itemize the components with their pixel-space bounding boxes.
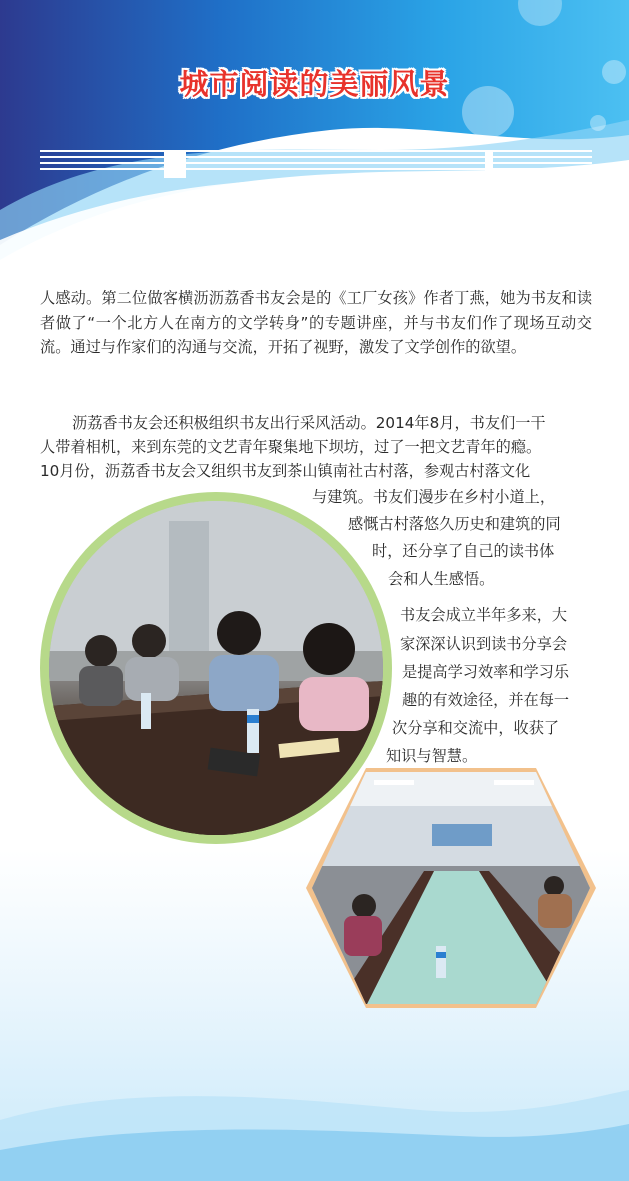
article-line: 感慨古村落悠久历史和建筑的同: [348, 515, 561, 533]
header-wave-banner: [0, 0, 629, 270]
article-line: 人带着相机，来到东莞的文艺青年聚集地下坝坊，过了一把文艺青年的瘾。: [40, 438, 542, 456]
article-line: 趣的有效途径，并在每一: [402, 691, 570, 709]
article-line: 知识与智慧。: [386, 747, 478, 765]
article-line: 会和人生感悟。: [388, 570, 495, 588]
article-line: 与建筑。书友们漫步在乡村小道上，: [312, 488, 555, 506]
footer-wave-decoration: [0, 1060, 629, 1181]
conference-room-photo: [304, 766, 598, 1010]
article-line: 沥荔香书友会还积极组织书友出行采风活动。2014年8月，书友们一干: [72, 414, 546, 432]
article-line: 时，还分享了自己的读书体: [372, 542, 555, 560]
article-line: 书友会成立半年多来，大: [400, 606, 568, 624]
article-line: 10月份，沥荔香书友会又组织书友到茶山镇南社古村落，参观古村落文化: [40, 462, 531, 480]
article-paragraph-1: 人感动。第二位做客横沥沥荔香书友会是的《工厂女孩》作者丁燕，她为书友和读者做了“一个北方人在南方的文学转身”的专题讲座，并与书友们作了现场互动交流。通过与作家们的沟通与交流，开拓了视野，激发了文学创作的欲望。: [40, 289, 592, 357]
article-line: 次分享和交流中，收获了: [392, 719, 560, 737]
article-line: 是提高学习效率和学习乐: [402, 663, 570, 681]
banner-title: 城市阅读的美丽风景: [179, 67, 450, 101]
article-line: 家深深认识到读书分享会: [400, 635, 568, 653]
